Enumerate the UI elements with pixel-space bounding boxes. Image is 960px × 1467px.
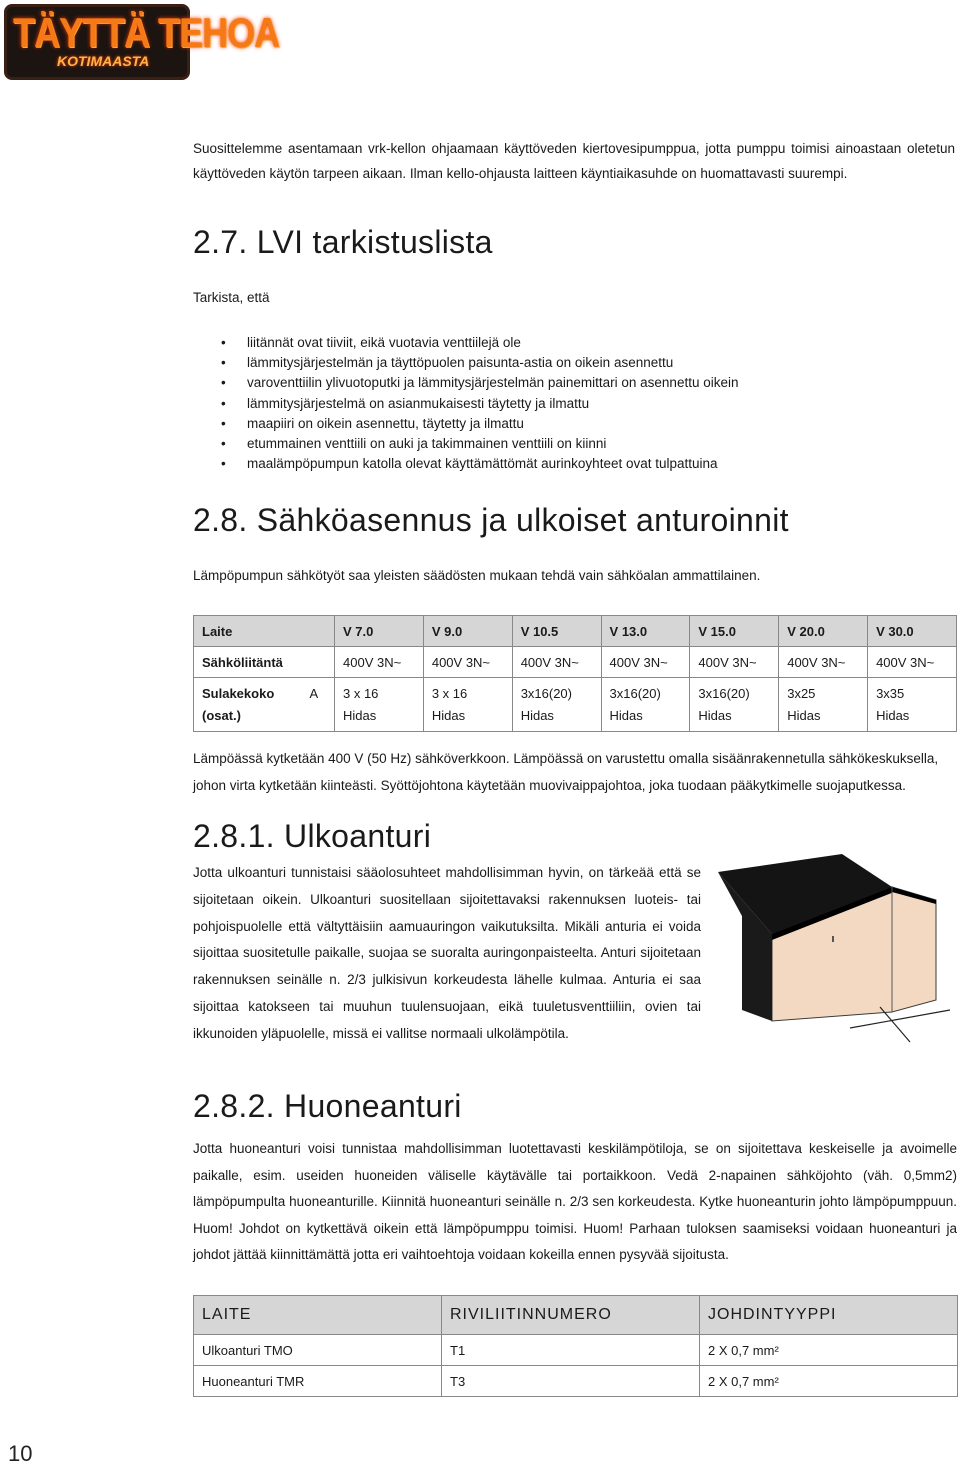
fuse-size: 3x25 bbox=[787, 686, 816, 701]
fuse-type: Hidas bbox=[609, 708, 643, 723]
table-cell: Laite bbox=[194, 616, 308, 647]
table-cell: 400V 3N~ bbox=[779, 647, 868, 678]
table-cell bbox=[690, 678, 779, 732]
checklist bbox=[193, 333, 738, 474]
table-cell: V 13.0 bbox=[601, 616, 690, 647]
section-heading-2-8-2: 2.8.2. Huoneanturi bbox=[193, 1088, 462, 1124]
section-heading-2-7: 2.7. LVI tarkistuslista bbox=[193, 224, 493, 260]
electrical-lead: Lämpöpumpun sähkötyöt saa yleisten säädösten mukaan tehdä vain sähköalan ammattilainen. bbox=[193, 568, 761, 583]
fuse-type: Hidas bbox=[698, 708, 732, 723]
fuse-label: Sulakekoko bbox=[202, 686, 275, 701]
fuse-type: Hidas bbox=[431, 708, 466, 723]
table-cell: 400V 3N~ bbox=[335, 647, 424, 678]
table-cell: V 20.0 bbox=[779, 616, 868, 647]
table-cell: Sähköliitäntä bbox=[194, 647, 308, 678]
table-cell: T3 bbox=[442, 1366, 700, 1397]
intro-paragraph: Suosittelemme asentamaan vrk-kellon ohjaamaan käyttöveden kiertovesipumppua, jotta pumppu toimisi ainoastaan oletetun käyttöveden käytön tarpeen aikaan. Ilman kello-ohjausta laitteen käyntiaikasuhde on huomattavasti suurempi. bbox=[193, 141, 955, 181]
sensor-wiring-table bbox=[193, 1295, 958, 1397]
table-cell: V 9.0 bbox=[423, 616, 512, 647]
table-cell: V 15.0 bbox=[690, 616, 779, 647]
fuse-type: Hidas bbox=[787, 708, 821, 723]
table-cell: 400V 3N~ bbox=[690, 647, 779, 678]
table-cell: 400V 3N~ bbox=[868, 647, 957, 678]
outdoor-sensor-text: Jotta ulkoanturi tunnistaisi sääolosuhteet mahdollisimman hyvin, on tärkeää että se sijoitetaan oikein. Ulkoanturi suositellaan sijoitettavaksi rakennuksen luoteis- tai pohjoispuolelle että vältyttäisiin aamuauringon vaikutuksilta. Mikäli anturia ei voida sijoittaa suositetulle paikalle, suojaa se suoralta auringonpaisteelta. Anturi sijoitetaan rakennuksen seinälle n. 2/3 julkisivun korkeudesta lähelle kulmaa. Anturia ei saa sijoittaa katokseen tai muuhun tuulensuojaan, eikä tuuletusventtiiliin, ovien tai ikkunoiden yläpuolelle, missä ei vallitse normaali ulkolämpötila. bbox=[193, 865, 701, 1041]
table-cell: 400V 3N~ bbox=[512, 647, 601, 678]
logo-title: TÄYTTÄ TEHOA bbox=[13, 9, 279, 57]
table-cell: 400V 3N~ bbox=[601, 647, 690, 678]
fuse-label-sub: (osat.) bbox=[202, 708, 241, 723]
electrical-table bbox=[193, 615, 957, 732]
checklist-item: • maapiiri on oikein asennettu, täytetty ja ilmattu bbox=[193, 414, 738, 434]
fuse-type: Hidas bbox=[876, 708, 910, 723]
fuse-size: 3x16(20) bbox=[609, 686, 661, 701]
house-end-wall bbox=[892, 887, 936, 1012]
fuse-type: Hidas bbox=[343, 708, 377, 723]
fuse-type: Hidas bbox=[520, 708, 554, 723]
table-cell bbox=[601, 678, 690, 732]
house-illustration bbox=[710, 850, 960, 1050]
table-header-cell: JOHDINTYYPPI bbox=[700, 1296, 958, 1335]
checklist-item: • varoventtiilin ylivuotoputki ja lämmitysjärjestelmän painemittari on asennettu oikein bbox=[193, 373, 738, 393]
table-cell bbox=[868, 678, 957, 732]
page-number: 10 bbox=[8, 1441, 33, 1466]
table-cell: V 30.0 bbox=[868, 616, 957, 647]
room-sensor-text: Jotta huoneanturi voisi tunnistaa mahdollisimman luotettavasti keskilämpötiloja, se on sijoitettava keskeiselle ja avoimelle paikalle, esim. useiden huoneiden väliselle käytävälle tai portaikkoon. Vedä 2-napainen sähköjohto (väh. 0,5mm2) lämpöpumpulta huoneanturille. Kiinnitä huoneanturi seinälle n. 2/3 sen korkeudesta. Kytke huoneanturin johto lämpöpumppuun. Huom! Johdot on kytkettävä oikein että lämpöpumppu toimisi. Huom! Parhaan tuloksen saamiseksi voidaan huoneanturi ja johdot jättää kiinnittämättä jotta eri vaihtoehtoja voidaan kokeilla ennen pysyvää sijoitusta. bbox=[193, 1141, 957, 1262]
table-header-cell: RIVILIITINNUMERO bbox=[442, 1296, 700, 1335]
checklist-item: • etummainen venttiili on auki ja takimmainen venttiili on kiinni bbox=[193, 434, 738, 454]
checklist-item: • lämmitysjärjestelmän ja täyttöpuolen paisunta-astia on oikein asennettu bbox=[193, 353, 738, 373]
table-cell: Ulkoanturi TMO bbox=[194, 1335, 442, 1366]
table-cell bbox=[335, 678, 424, 732]
table-cell: T1 bbox=[442, 1335, 700, 1366]
fuse-size: 3x16(20) bbox=[520, 686, 572, 701]
table-header-cell: LAITE bbox=[194, 1296, 442, 1335]
fuse-size: 3x16(20) bbox=[698, 686, 750, 701]
table-row bbox=[194, 1335, 958, 1366]
table-row bbox=[194, 1366, 958, 1397]
brand-logo bbox=[4, 4, 279, 80]
table-cell: V 10.5 bbox=[512, 616, 601, 647]
table-cell: Huoneanturi TMR bbox=[194, 1366, 442, 1397]
table-cell bbox=[194, 678, 308, 732]
table-cell: V 7.0 bbox=[335, 616, 424, 647]
table-row bbox=[194, 678, 957, 732]
logo-subtitle: KOTIMAASTA bbox=[57, 53, 150, 69]
table-cell bbox=[308, 616, 335, 647]
fuse-size: 3 x 16 bbox=[343, 686, 379, 701]
checklist-item: • lämmitysjärjestelmä on asianmukaisesti täytetty ja ilmattu bbox=[193, 394, 738, 414]
table-header-row bbox=[194, 1296, 958, 1335]
table-cell bbox=[423, 678, 512, 732]
direction-cross-line bbox=[880, 1007, 910, 1042]
checklist-item: • maalämpöpumpun katolla olevat käyttämättömät aurinkoyhteet ovat tulpattuina bbox=[193, 454, 738, 474]
table-cell: A bbox=[308, 678, 335, 732]
section-heading-2-8: 2.8. Sähköasennus ja ulkoiset anturoinnit bbox=[193, 502, 789, 538]
table-cell bbox=[779, 678, 868, 732]
table-cell: 400V 3N~ bbox=[423, 647, 512, 678]
table-cell bbox=[308, 647, 335, 678]
section-heading-2-8-1: 2.8.1. Ulkoanturi bbox=[193, 818, 432, 854]
table-row bbox=[194, 647, 957, 678]
table-cell bbox=[512, 678, 601, 732]
table-cell: 2 X 0,7 mm² bbox=[700, 1335, 958, 1366]
fuse-size: 3x35 bbox=[876, 686, 905, 701]
checklist-lead: Tarkista, että bbox=[193, 290, 270, 305]
fuse-size: 3 x 16 bbox=[431, 686, 468, 701]
checklist-item: • liitännät ovat tiiviit, eikä vuotavia venttiilejä ole bbox=[193, 333, 738, 353]
sensor-icon bbox=[832, 936, 834, 942]
electrical-note: Lämpöässä kytketään 400 V (50 Hz) sähköverkkoon. Lämpöässä on varustettu omalla sisäänrakennetulla sähkökeskuksella, johon virta kytketään kiinteästi. Syöttöjohtona käytetään muovivaippajohtoa, joka tuodaan pääkytkimelle suojaputkessa. bbox=[193, 751, 939, 793]
table-row bbox=[194, 616, 957, 647]
table-cell: 2 X 0,7 mm² bbox=[700, 1366, 958, 1397]
